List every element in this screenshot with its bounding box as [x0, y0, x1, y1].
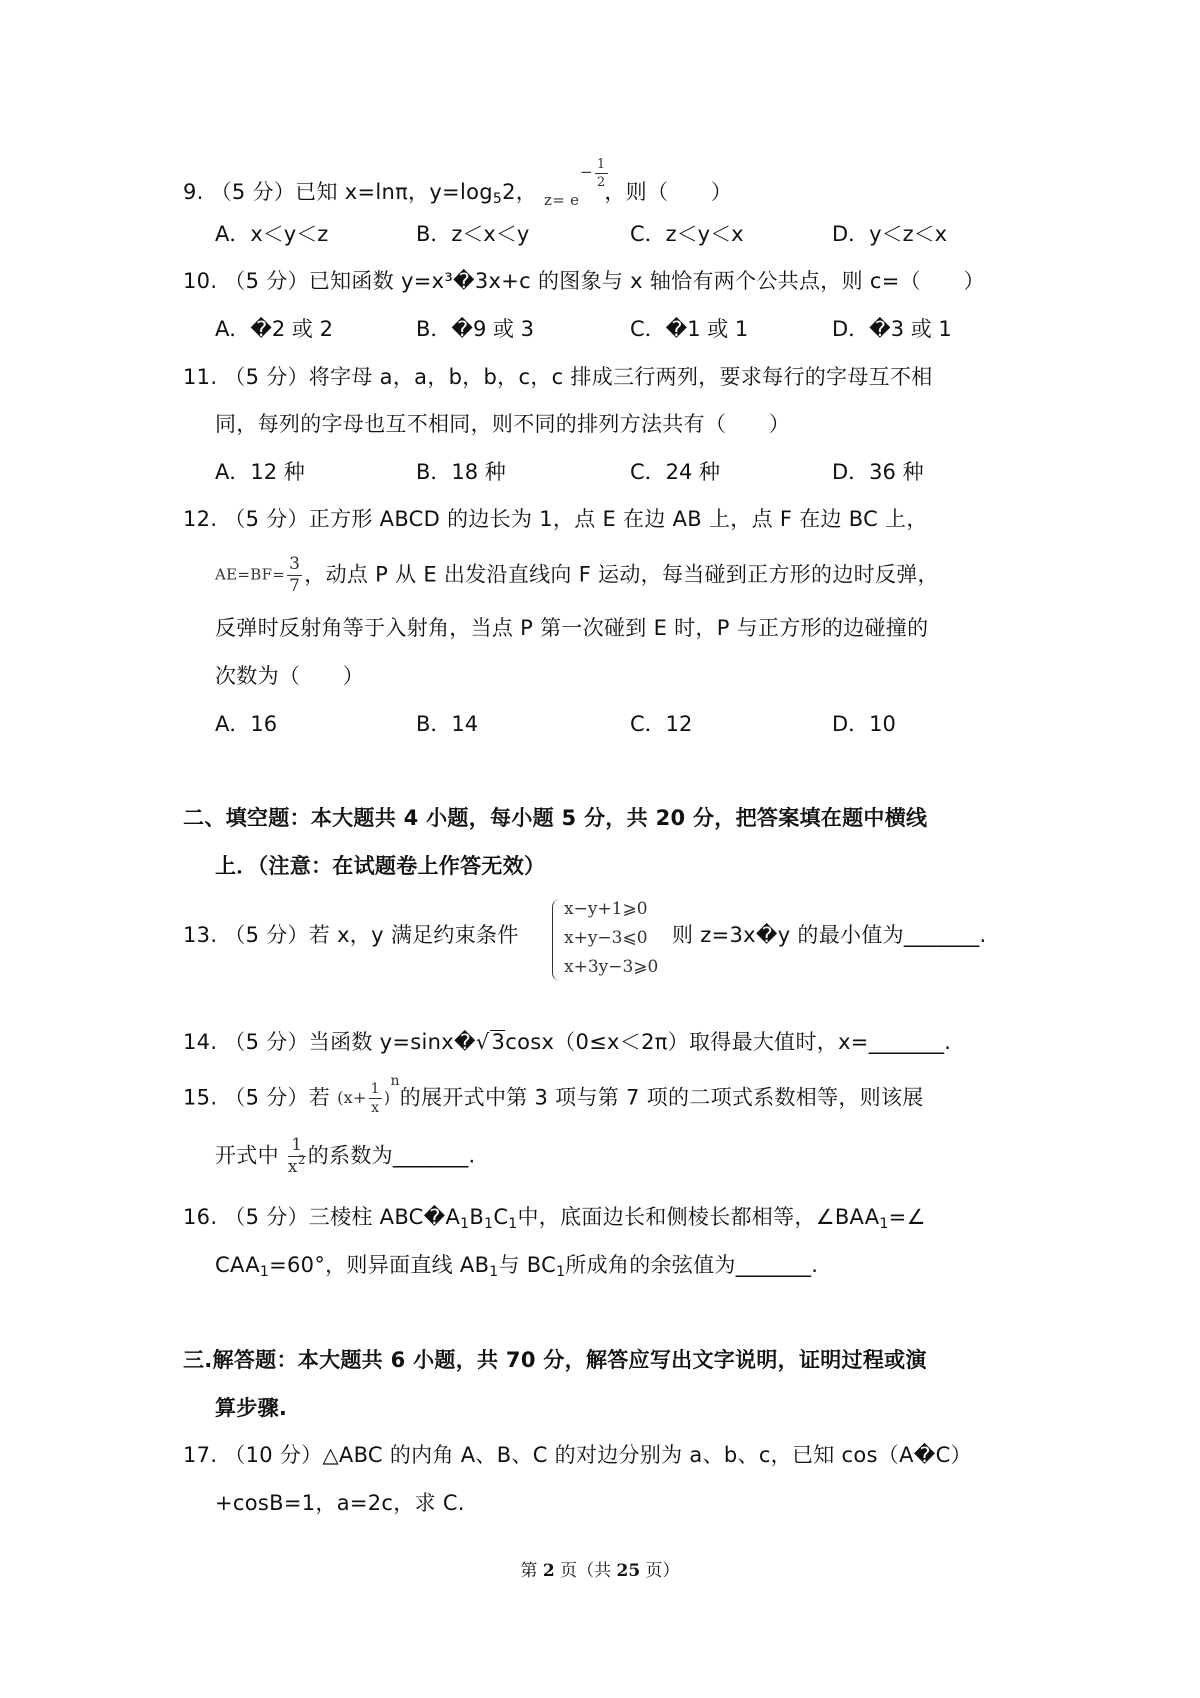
q16-stem-line1: 16. （5 分）三棱柱 $ABC�A_1B_1C_1$中，底面边长和侧棱长都相等，$\angle BAA_1=\angle$ — [183, 1205, 926, 1232]
q11-option-b: B．18 种 — [416, 460, 506, 484]
q15-stem-line2: 开式中 $\frac{1}{x^2}$ 的系数为_______. — [215, 1135, 476, 1177]
q10-option-c: C．�1 或 1 — [630, 317, 749, 341]
q16-stem-line2: $CAA_1=60^\circ$，则异面直线 $AB_1$与 $BC_1$所成角的余弦值为_______. — [215, 1253, 819, 1280]
formula-ae-bf-fraction: AE=BF= $\frac{3}{7}$ — [215, 554, 301, 596]
q11-stem-line2: 同，每列的字母也互不相同，则不同的排列方法共有（ ） — [215, 412, 791, 436]
formula-one-over-x-squared: $\frac{1}{x^2}$ — [287, 1135, 306, 1177]
page-total: 25 — [616, 1561, 641, 1581]
q12-option-d: D．10 — [832, 712, 896, 736]
q11-option-a: A．12 种 — [215, 460, 305, 484]
page-footer: 第 2 页（共 25 页） — [520, 1561, 680, 1581]
section2-heading-line2: 上．（注意：在试题卷上作答无效） — [215, 854, 546, 878]
q11-stem-line1: 11. （5 分）将字母 a，a，b，b，c，c 排成三行两列，要求每行的字母互不相 — [183, 365, 933, 389]
section2-heading-line1: 二、填空题：本大题共 4 小题，每小题 5 分，共 20 分，把答案填在题中横线 — [183, 806, 928, 830]
q12-stem-line2: AE=BF= $\frac{3}{7}$ ，动点 P 从 E 出发沿直线向 F 运动，每当碰到正方形的边时反弹， — [215, 554, 939, 596]
formula-z-equals-e-power: z= e − $\frac{1}{2}$ — [544, 171, 579, 215]
q13-stem-tail: 则 z=3x�y 的最小值为_______. — [672, 923, 987, 947]
q9-stem: 9. （5 分）已知 x=lnπ，$y=\log_52$， z= e − $\frac{1}{2}$ ，则（ ） — [183, 171, 732, 215]
q15-stem-line1: 15. （5 分）若 (x+ $\frac{1}{x}$ )n的展开式中第 3 项与第 7 项的二项式系数相等，则该展 — [183, 1073, 924, 1116]
q10-stem: 10. （5 分）已知函数 y=x³�3x+c 的图象与 x 轴恰有两个公共点，则 c=（ ） — [183, 269, 985, 293]
q9-option-b: B．z＜x＜y — [416, 222, 530, 246]
left-brace-icon — [552, 899, 561, 981]
q11-option-c: C．24 种 — [630, 460, 721, 484]
page-number: 2 — [542, 1561, 555, 1581]
section3-heading-line2: 算步骤. — [215, 1396, 288, 1420]
q10-option-b: B．�9 或 3 — [416, 317, 535, 341]
constraint-2: x+y−3⩽0 — [564, 928, 648, 948]
q12-stem-line1: 12. （5 分）正方形 ABCD 的边长为 1，点 E 在边 AB 上，点 F 在边 BC 上， — [183, 507, 928, 531]
q12-option-b: B．14 — [416, 712, 479, 736]
sqrt-icon: √ — [475, 1030, 490, 1054]
q13-stem: 13. （5 分）若 x，y 满足约束条件 — [183, 923, 519, 947]
q9-option-a: A．x＜y＜z — [215, 222, 329, 246]
q10-option-a: A．�2 或 2 — [215, 317, 333, 341]
q14-stem: 14. （5 分）当函数 y=sinx�√3cosx（0≤x＜2π）取得最大值时，x=_______. — [183, 1030, 952, 1054]
q17-stem-line1: 17. （10 分）△ABC 的内角 A、B、C 的对边分别为 a、b、c，已知 cos（A�C） — [183, 1443, 972, 1467]
section3-heading-line1: 三.解答题：本大题共 6 小题，共 70 分，解答应写出文字说明，证明过程或演 — [183, 1348, 927, 1372]
q11-option-d: D．36 种 — [832, 460, 924, 484]
q12-option-c: C．12 — [630, 712, 693, 736]
constraint-1: x−y+1⩾0 — [564, 899, 648, 919]
q17-stem-line2: +cosB=1，a=2c，求 C. — [215, 1491, 465, 1515]
constraint-3: x+3y−3⩾0 — [564, 957, 659, 977]
formula-x-plus-one-over-x-power-n: (x+ $\frac{1}{x}$ )n — [337, 1073, 400, 1116]
q9-option-c: C．z＜y＜x — [630, 222, 744, 246]
exponent-minus-half: − $\frac{1}{2}$ — [580, 156, 606, 190]
q9-option-d: D．y＜z＜x — [832, 222, 948, 246]
q10-option-d: D．�3 或 1 — [832, 317, 952, 341]
q12-option-a: A．16 — [215, 712, 278, 736]
q12-stem-line4: 次数为（ ） — [215, 664, 365, 688]
q12-stem-line3: 反弹时反射角等于入射角，当点 P 第一次碰到 E 时，P 与正方形的边碰撞的 — [215, 616, 929, 640]
q13-constraint-system — [552, 895, 658, 982]
